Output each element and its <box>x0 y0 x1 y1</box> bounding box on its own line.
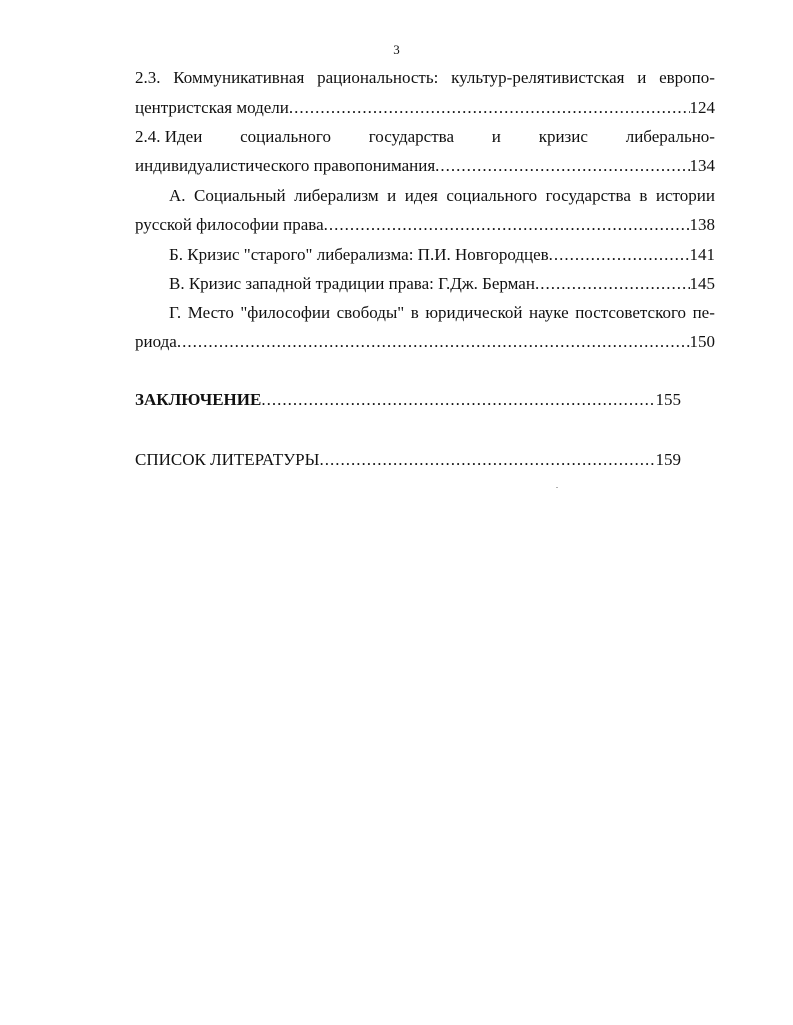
dot-leader <box>177 331 690 353</box>
toc-page-number: 141 <box>689 245 715 264</box>
toc-page-number: 134 <box>689 156 715 175</box>
dot-leader <box>261 389 655 411</box>
toc-word: 2.3. <box>135 68 161 87</box>
toc-word: государства <box>545 186 631 205</box>
toc-entry-2-3-line1 <box>135 67 715 89</box>
toc-entry-g-line2 <box>135 331 715 353</box>
toc-page-number: 124 <box>689 98 715 117</box>
toc-word: культур-релятивистская <box>451 68 625 87</box>
toc-page-number: 138 <box>689 215 715 234</box>
toc-page-number: 145 <box>689 274 715 293</box>
toc-page-number: 155 <box>655 390 681 409</box>
toc-entry-a-line2 <box>135 214 715 236</box>
toc-word: науке <box>528 303 569 322</box>
scan-speck <box>556 487 558 488</box>
toc-entry-literature <box>135 449 681 471</box>
toc-word: в <box>410 303 419 322</box>
toc-title-continuation: риода <box>135 332 177 351</box>
toc-entry-g-line1 <box>169 302 715 324</box>
toc-entry-a-line1 <box>169 185 715 207</box>
toc-title-continuation: индивидуалистического правопонимания <box>135 156 436 175</box>
toc-word: Место <box>187 303 234 322</box>
toc-title-continuation: центристская модели <box>135 98 289 117</box>
toc-word: "философии <box>240 303 331 322</box>
toc-title: Б. Кризис "старого" либерализма: П.И. Новгородцев <box>169 245 549 264</box>
toc-entry-v <box>169 273 715 295</box>
toc-word: А. <box>169 186 186 205</box>
toc-entry-2-3-line2 <box>135 97 715 119</box>
toc-word: Коммуникативная <box>173 68 305 87</box>
toc-word: Социальный <box>194 186 286 205</box>
dot-leader <box>549 244 690 266</box>
toc-word: 2.4. Идеи <box>135 127 203 146</box>
toc-word: либерально- <box>625 127 715 146</box>
dot-leader <box>324 214 690 236</box>
toc-title: В. Кризис западной традиции права: Г.Дж. Берман <box>169 274 535 293</box>
toc-word: и <box>491 127 501 146</box>
toc-entry-conclusion <box>135 389 681 411</box>
toc-word: свободы" <box>336 303 405 322</box>
toc-word: постсоветского <box>575 303 687 322</box>
toc-entry-b <box>169 244 715 266</box>
dot-leader <box>435 155 689 177</box>
dot-leader <box>535 273 690 295</box>
toc-entry-2-4-line2 <box>135 155 715 177</box>
dot-leader <box>289 97 690 119</box>
toc-word: социального <box>240 127 331 146</box>
toc-word: в <box>639 186 648 205</box>
toc-entry-2-4-line1 <box>135 126 715 148</box>
toc-word: и <box>387 186 397 205</box>
toc-page-number: 159 <box>655 450 681 469</box>
toc-title: СПИСОК ЛИТЕРАТУРЫ <box>135 450 320 469</box>
toc-word: и <box>637 68 647 87</box>
dot-leader <box>319 449 655 471</box>
toc-word: идея <box>404 186 438 205</box>
toc-title-continuation: русской философии права <box>135 215 324 234</box>
toc-word: пе- <box>692 303 715 322</box>
toc-page-number: 150 <box>689 332 715 351</box>
toc-title: ЗАКЛЮЧЕНИЕ <box>135 390 262 409</box>
toc-word: европо- <box>659 68 715 87</box>
toc-word: истории <box>655 186 715 205</box>
toc-word: юридической <box>425 303 523 322</box>
page-number: 3 <box>393 42 400 57</box>
toc-word: государства <box>368 127 454 146</box>
toc-word: Г. <box>169 303 182 322</box>
toc-word: кризис <box>538 127 588 146</box>
toc-word: социального <box>446 186 538 205</box>
toc-word: рациональность: <box>317 68 439 87</box>
toc-word: либерализм <box>294 186 379 205</box>
